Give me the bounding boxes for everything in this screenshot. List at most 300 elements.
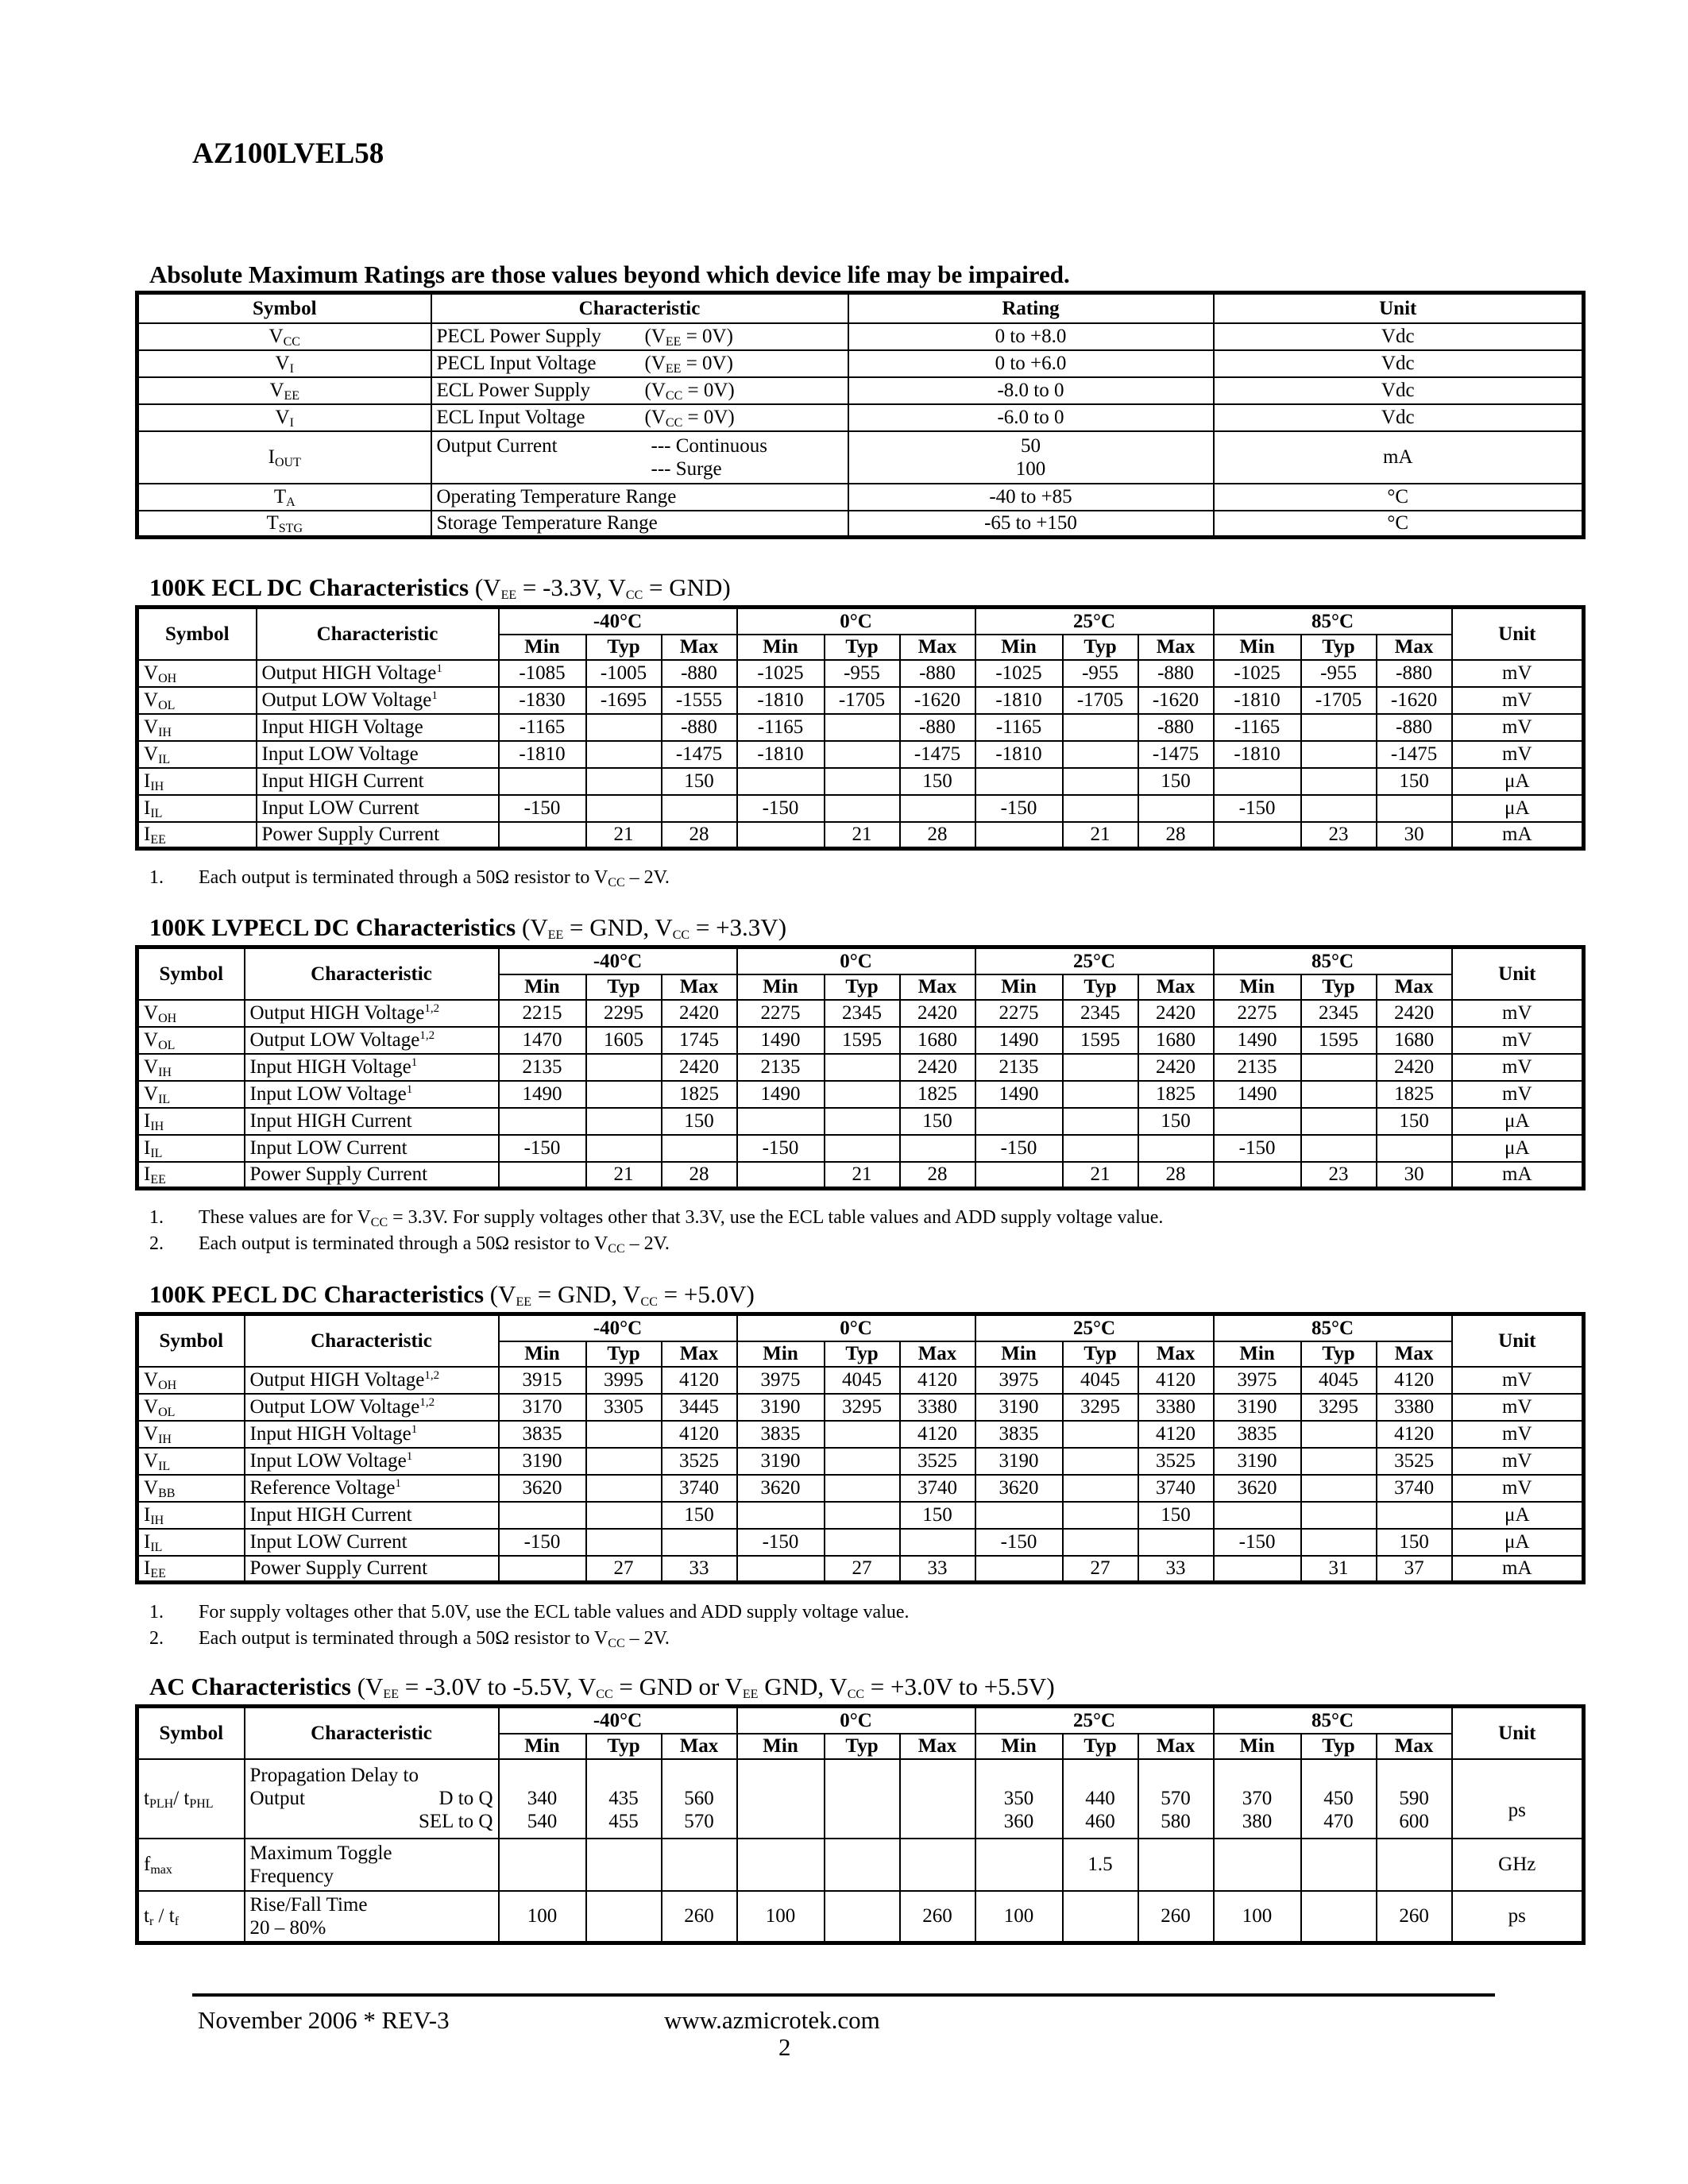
value-cell: [825, 768, 900, 795]
unit-cell: mV: [1452, 1081, 1584, 1108]
value-cell: -1165: [1214, 714, 1301, 741]
subheader: Min: [737, 1341, 825, 1367]
value-cell: [825, 1529, 900, 1556]
value-cell: [975, 1502, 1063, 1529]
value-cell: [662, 795, 737, 822]
header-row: [137, 1707, 1584, 1734]
value-cell: 4120: [662, 1367, 737, 1394]
symbol-cell: $V_{OH}$: [137, 660, 257, 687]
subheader: Typ: [825, 974, 900, 1000]
value-cell: [1063, 1108, 1138, 1135]
value-cell: 4120: [900, 1421, 975, 1448]
col-header: Characteristic: [257, 608, 499, 660]
value-cell: [825, 714, 900, 741]
value-cell: -1620: [1138, 687, 1214, 714]
value-cell: -1695: [586, 687, 662, 714]
value-cell: -1620: [900, 687, 975, 714]
characteristic-cell: Input LOW Voltage: [257, 741, 499, 768]
value-cell: -150: [1214, 795, 1301, 822]
value-cell: 1745: [662, 1027, 737, 1054]
value-cell: 1490: [975, 1027, 1063, 1054]
value-cell: [586, 1839, 662, 1891]
unit-cell: Vdc: [1214, 323, 1584, 350]
value-cell: 3620: [1214, 1475, 1301, 1502]
value-cell: [586, 1502, 662, 1529]
subheader: Max: [1377, 1734, 1452, 1759]
value-cell: [900, 795, 975, 822]
symbol-cell: $I_{OUT}$: [137, 431, 431, 484]
characteristic-cell: Output HIGH Voltage$^1$: [257, 660, 499, 687]
value-cell: 1825: [900, 1081, 975, 1108]
symbol-cell: $T_{STG}$: [137, 511, 431, 538]
symbol-cell: $I_{IH}$: [137, 768, 257, 795]
subheader: Typ: [1063, 1341, 1138, 1367]
table-row: [137, 1394, 1584, 1421]
subheader: Min: [975, 635, 1063, 660]
value-cell: -150: [499, 795, 586, 822]
value-cell: [1301, 1891, 1377, 1943]
value-cell: -1705: [1063, 687, 1138, 714]
value-cell: 3295: [825, 1394, 900, 1421]
value-cell: -1165: [499, 714, 586, 741]
table-row: [137, 1000, 1584, 1027]
unit-cell: mV: [1452, 687, 1584, 714]
value-cell: -1810: [1214, 687, 1301, 714]
value-cell: 2215: [499, 1000, 586, 1027]
value-cell: -1165: [975, 714, 1063, 741]
value-cell: [662, 1839, 737, 1891]
value-cell: -1810: [975, 741, 1063, 768]
value-cell: [1301, 1475, 1377, 1502]
value-cell: -880: [662, 714, 737, 741]
value-cell: 3740: [1138, 1475, 1214, 1502]
value-cell: [1063, 1081, 1138, 1108]
subheader: Max: [1377, 974, 1452, 1000]
value-cell: 21: [586, 1162, 662, 1189]
value-cell: [586, 1108, 662, 1135]
value-cell: 3380: [1377, 1394, 1452, 1421]
value-cell: [1063, 714, 1138, 741]
value-cell: 450 470: [1301, 1759, 1377, 1839]
value-cell: 1490: [1214, 1027, 1301, 1054]
value-cell: [825, 1448, 900, 1475]
value-cell: 3525: [662, 1448, 737, 1475]
unit-cell: μA: [1452, 1529, 1584, 1556]
value-cell: [1214, 1556, 1301, 1583]
subheader: Typ: [1301, 1734, 1377, 1759]
value-cell: 3525: [1138, 1448, 1214, 1475]
symbol-cell: $V_{IH}$: [137, 1421, 245, 1448]
value-cell: -1555: [662, 687, 737, 714]
value-cell: -1810: [737, 687, 825, 714]
value-cell: 2420: [900, 1054, 975, 1081]
value-cell: -150: [1214, 1135, 1301, 1162]
symbol-cell: $V_{OL}$: [137, 1027, 245, 1054]
value-cell: 150: [1138, 768, 1214, 795]
subheader: Min: [1214, 1341, 1301, 1367]
symbol-cell: $f_{max}$: [137, 1839, 245, 1891]
subheader: Min: [737, 974, 825, 1000]
ecl-title: 100K ECL DC Characteristics ($V_{EE} = -3.3V$, $V_{CC} = GND$): [149, 573, 731, 602]
subheader: Typ: [1301, 1341, 1377, 1367]
value-cell: [975, 1108, 1063, 1135]
value-cell: [1063, 741, 1138, 768]
subheader: Max: [900, 635, 975, 660]
value-cell: [1301, 1529, 1377, 1556]
unit-cell: mV: [1452, 1421, 1584, 1448]
value-cell: 260: [1377, 1891, 1452, 1943]
value-cell: -1475: [900, 741, 975, 768]
value-cell: [737, 822, 825, 849]
value-cell: [1063, 1475, 1138, 1502]
value-cell: [586, 1054, 662, 1081]
temp-header: 25°C: [975, 947, 1214, 974]
value-cell: 3190: [975, 1448, 1063, 1475]
subheader: Typ: [1063, 974, 1138, 1000]
value-cell: 3740: [662, 1475, 737, 1502]
value-cell: [586, 1448, 662, 1475]
subheader: Min: [1214, 1734, 1301, 1759]
value-cell: 1825: [1377, 1081, 1452, 1108]
characteristic-cell: Input LOW Voltage$^1$: [245, 1081, 499, 1108]
value-cell: 2345: [1301, 1000, 1377, 1027]
value-cell: 1605: [586, 1027, 662, 1054]
abs-max-title: Absolute Maximum Ratings are those values beyond which device life may be impaired.: [149, 260, 1070, 288]
value-cell: [586, 714, 662, 741]
table-row: [137, 1502, 1584, 1529]
value-cell: -150: [737, 795, 825, 822]
value-cell: 3740: [900, 1475, 975, 1502]
symbol-cell: $I_{IL}$: [137, 795, 257, 822]
value-cell: 27: [586, 1556, 662, 1583]
value-cell: 4120: [1138, 1421, 1214, 1448]
value-cell: 100: [1214, 1891, 1301, 1943]
value-cell: 1490: [1214, 1081, 1301, 1108]
value-cell: -1005: [586, 660, 662, 687]
value-cell: 150: [1377, 1529, 1452, 1556]
characteristic-cell: Input LOW Current: [245, 1135, 499, 1162]
col-header: Unit: [1452, 1314, 1584, 1367]
characteristic-cell: Input HIGH Voltage$^1$: [245, 1054, 499, 1081]
value-cell: [1301, 1421, 1377, 1448]
symbol-cell: $V_{OH}$: [137, 1000, 245, 1027]
value-cell: [499, 1162, 586, 1189]
value-cell: [1063, 795, 1138, 822]
value-cell: 100: [737, 1891, 825, 1943]
value-cell: [825, 1135, 900, 1162]
symbol-cell: $V_I$: [137, 404, 431, 431]
value-cell: 3170: [499, 1394, 586, 1421]
value-cell: 350 360: [975, 1759, 1063, 1839]
symbol-cell: $V_{IH}$: [137, 714, 257, 741]
value-cell: [1214, 1108, 1301, 1135]
subheader: Min: [975, 1734, 1063, 1759]
value-cell: [1063, 1891, 1138, 1943]
footer-url: www.azmicrotek.com: [664, 2006, 880, 2034]
characteristic-cell: Maximum Toggle Frequency: [245, 1839, 499, 1891]
subheader: Typ: [586, 1341, 662, 1367]
value-cell: 3190: [1214, 1394, 1301, 1421]
value-cell: 2135: [499, 1054, 586, 1081]
value-cell: 2275: [737, 1000, 825, 1027]
subheader: Min: [499, 635, 586, 660]
value-cell: [586, 741, 662, 768]
unit-cell: mV: [1452, 1475, 1584, 1502]
value-cell: 21: [1063, 1162, 1138, 1189]
value-cell: 3835: [499, 1421, 586, 1448]
unit-cell: Vdc: [1214, 377, 1584, 404]
value-cell: -150: [1214, 1529, 1301, 1556]
unit-cell: Vdc: [1214, 350, 1584, 377]
value-cell: -1705: [825, 687, 900, 714]
value-cell: 3295: [1063, 1394, 1138, 1421]
value-cell: 2275: [975, 1000, 1063, 1027]
header-row: [137, 1314, 1584, 1341]
value-cell: [1377, 1839, 1452, 1891]
value-cell: -1165: [737, 714, 825, 741]
value-cell: 3975: [975, 1367, 1063, 1394]
characteristic-cell: Input HIGH Voltage$^1$: [245, 1421, 499, 1448]
subheader: Min: [499, 1734, 586, 1759]
lvpecl-title: 100K LVPECL DC Characteristics ($V_{EE}$ = GND, $V_{CC} = +3.3V$): [149, 913, 787, 942]
unit-cell: mA: [1452, 1556, 1584, 1583]
col-header: Symbol: [137, 293, 431, 323]
unit-cell: mV: [1452, 1000, 1584, 1027]
characteristic-cell: Power Supply Current: [245, 1162, 499, 1189]
value-cell: -1025: [975, 660, 1063, 687]
value-cell: [975, 822, 1063, 849]
value-cell: [1301, 741, 1377, 768]
symbol-cell: $I_{IL}$: [137, 1135, 245, 1162]
temp-header: 85°C: [1214, 608, 1452, 635]
subheader: Min: [737, 635, 825, 660]
value-cell: 4120: [1377, 1421, 1452, 1448]
value-cell: 3190: [499, 1448, 586, 1475]
value-cell: [737, 1108, 825, 1135]
temp-header: 0°C: [737, 1314, 975, 1341]
value-cell: 33: [900, 1556, 975, 1583]
value-cell: [825, 1054, 900, 1081]
col-header: Symbol: [137, 947, 245, 1000]
symbol-cell: $V_{IH}$: [137, 1054, 245, 1081]
value-cell: [825, 1502, 900, 1529]
symbol-cell: $V_{CC}$: [137, 323, 431, 350]
characteristic-cell: Storage Temperature Range: [431, 511, 848, 538]
value-cell: 3190: [975, 1394, 1063, 1421]
value-cell: 30: [1377, 822, 1452, 849]
temp-header: 25°C: [975, 1707, 1214, 1734]
value-cell: -955: [1063, 660, 1138, 687]
value-cell: 150: [1138, 1502, 1214, 1529]
value-cell: 2420: [662, 1000, 737, 1027]
subheader: Max: [1377, 1341, 1452, 1367]
col-header: Characteristic: [245, 1707, 499, 1759]
characteristic-cell: Output LOW Voltage$^1$: [257, 687, 499, 714]
value-cell: 2345: [1063, 1000, 1138, 1027]
value-cell: [825, 1475, 900, 1502]
value-cell: 3620: [975, 1475, 1063, 1502]
subheader: Max: [662, 974, 737, 1000]
value-cell: -1810: [1214, 741, 1301, 768]
value-cell: [499, 1108, 586, 1135]
table-row: [137, 1135, 1584, 1162]
characteristic-cell: PECL Power Supply $(V_{EE} = 0V)$: [431, 323, 848, 350]
value-cell: [825, 741, 900, 768]
value-cell: [1214, 1839, 1301, 1891]
value-cell: [586, 1135, 662, 1162]
value-cell: [1063, 1421, 1138, 1448]
symbol-cell: $V_{BB}$: [137, 1475, 245, 1502]
value-cell: [900, 1759, 975, 1839]
unit-cell: mA: [1452, 1162, 1584, 1189]
table-row: [137, 687, 1584, 714]
subheader: Max: [1138, 635, 1214, 660]
temp-header: -40°C: [499, 1314, 737, 1341]
value-cell: 1680: [1377, 1027, 1452, 1054]
value-cell: 435 455: [586, 1759, 662, 1839]
value-cell: 1595: [1063, 1027, 1138, 1054]
value-cell: [586, 1529, 662, 1556]
unit-cell: mV: [1452, 741, 1584, 768]
value-cell: [825, 795, 900, 822]
value-cell: -1830: [499, 687, 586, 714]
abs-max-table: [135, 291, 1586, 539]
subheader: Typ: [825, 1341, 900, 1367]
subheader: Typ: [825, 635, 900, 660]
table-row: [137, 431, 1584, 484]
value-cell: [1063, 1135, 1138, 1162]
unit-cell: ps: [1452, 1759, 1584, 1839]
value-cell: 3445: [662, 1394, 737, 1421]
value-cell: 3835: [975, 1421, 1063, 1448]
table-row: [137, 1475, 1584, 1502]
unit-cell: mA: [1214, 431, 1584, 484]
value-cell: 1490: [499, 1081, 586, 1108]
subheader: Max: [1138, 974, 1214, 1000]
unit-cell: μA: [1452, 1502, 1584, 1529]
ecl-table: [135, 605, 1586, 851]
footer-rule: [192, 1993, 1495, 1997]
header-row: [137, 608, 1584, 635]
table-row: [137, 1891, 1584, 1943]
subheader: Max: [900, 1734, 975, 1759]
symbol-cell: $V_{IL}$: [137, 1081, 245, 1108]
value-cell: [975, 768, 1063, 795]
temp-header: 85°C: [1214, 1314, 1452, 1341]
table-row: [137, 1027, 1584, 1054]
table-row: [137, 350, 1584, 377]
value-cell: 260: [900, 1891, 975, 1943]
value-cell: [825, 1839, 900, 1891]
value-cell: 1595: [825, 1027, 900, 1054]
value-cell: [1301, 1135, 1377, 1162]
unit-cell: mV: [1452, 714, 1584, 741]
table-row: [137, 768, 1584, 795]
footer-page-number: 2: [778, 2033, 791, 2061]
characteristic-cell: Input LOW Voltage$^1$: [245, 1448, 499, 1475]
value-cell: -150: [737, 1529, 825, 1556]
value-cell: [1063, 1502, 1138, 1529]
unit-cell: ps: [1452, 1891, 1584, 1943]
value-cell: 3295: [1301, 1394, 1377, 1421]
value-cell: 1490: [737, 1027, 825, 1054]
value-cell: 1595: [1301, 1027, 1377, 1054]
value-cell: 21: [586, 822, 662, 849]
value-cell: [975, 1162, 1063, 1189]
value-cell: [499, 768, 586, 795]
table-row: [137, 377, 1584, 404]
unit-cell: mV: [1452, 1027, 1584, 1054]
symbol-cell: $V_{IL}$: [137, 1448, 245, 1475]
value-cell: -1085: [499, 660, 586, 687]
symbol-cell: $V_{IL}$: [137, 741, 257, 768]
subheader: Typ: [1301, 635, 1377, 660]
table-row: [137, 484, 1584, 511]
value-cell: [1063, 768, 1138, 795]
characteristic-cell: Operating Temperature Range: [431, 484, 848, 511]
col-header: Symbol: [137, 1314, 245, 1367]
value-cell: [662, 1529, 737, 1556]
temp-header: 0°C: [737, 1707, 975, 1734]
rating-cell: -6.0 to 0: [848, 404, 1214, 431]
subheader: Min: [975, 974, 1063, 1000]
value-cell: [975, 1839, 1063, 1891]
value-cell: 3525: [900, 1448, 975, 1475]
characteristic-cell: ECL Input Voltage $(V_{CC} = 0V)$: [431, 404, 848, 431]
table-row: [137, 1054, 1584, 1081]
value-cell: 1.5: [1063, 1839, 1138, 1891]
table-row: [137, 1448, 1584, 1475]
symbol-cell: $t_{PLH}/$ $t_{PHL}$: [137, 1759, 245, 1839]
value-cell: 4120: [662, 1421, 737, 1448]
symbol-cell: $V_{OL}$: [137, 1394, 245, 1421]
unit-cell: mV: [1452, 1054, 1584, 1081]
unit-cell: mV: [1452, 1448, 1584, 1475]
subheader: Min: [499, 974, 586, 1000]
subheader: Min: [975, 1341, 1063, 1367]
value-cell: [737, 1502, 825, 1529]
value-cell: 3190: [737, 1394, 825, 1421]
subheader: Max: [900, 974, 975, 1000]
col-header: Characteristic: [245, 1314, 499, 1367]
value-cell: 150: [662, 1502, 737, 1529]
value-cell: 3915: [499, 1367, 586, 1394]
subheader: Min: [1214, 635, 1301, 660]
value-cell: -1705: [1301, 687, 1377, 714]
footnote: 2. Each output is terminated through a 50Ω resistor to $V_{CC} - 2V$.: [149, 1628, 670, 1650]
symbol-cell: $I_{EE}$: [137, 822, 257, 849]
value-cell: [1214, 1502, 1301, 1529]
value-cell: [825, 1421, 900, 1448]
temp-header: -40°C: [499, 608, 737, 635]
value-cell: [662, 1135, 737, 1162]
characteristic-cell: Input HIGH Current: [257, 768, 499, 795]
characteristic-cell: Propagation Delay to Output D to Q SEL to Q: [245, 1759, 499, 1839]
characteristic-cell: PECL Input Voltage $(V_{EE} = 0V)$: [431, 350, 848, 377]
value-cell: 570 580: [1138, 1759, 1214, 1839]
value-cell: [499, 822, 586, 849]
symbol-cell: $t_r / t_f$: [137, 1891, 245, 1943]
value-cell: 150: [1377, 1108, 1452, 1135]
value-cell: 3975: [737, 1367, 825, 1394]
ac-title: AC Characteristics ($V_{EE} = -3.0V$ to -5.5V, $V_{CC}$ = GND or $V_{EE}$ GND, $V_{CC} = +3.0V$ to +5.5V): [149, 1673, 1055, 1701]
value-cell: 560 570: [662, 1759, 737, 1839]
unit-cell: Vdc: [1214, 404, 1584, 431]
value-cell: [1063, 1448, 1138, 1475]
table-row: [137, 714, 1584, 741]
value-cell: -1620: [1377, 687, 1452, 714]
value-cell: 440 460: [1063, 1759, 1138, 1839]
